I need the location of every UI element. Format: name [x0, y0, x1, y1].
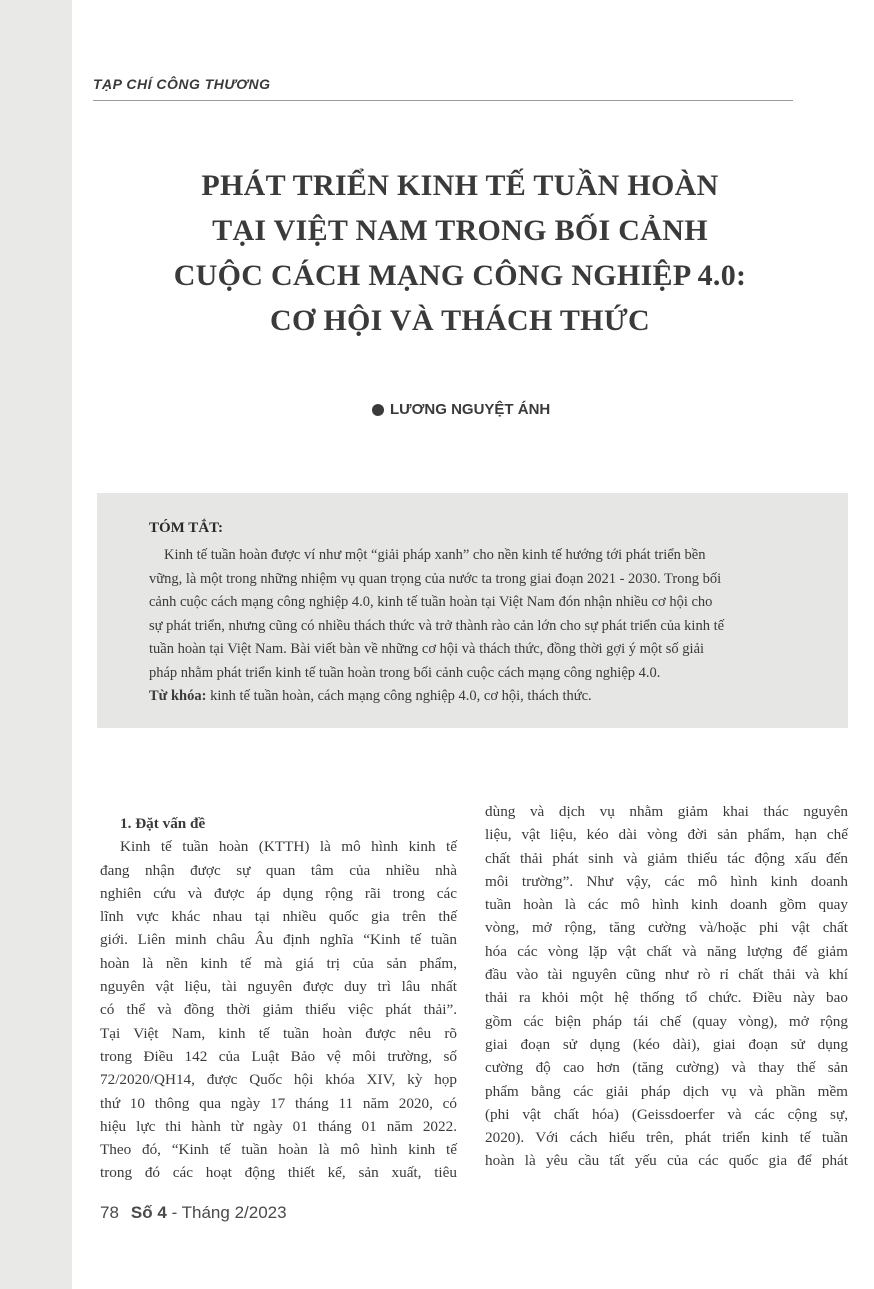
body-line: giai đoạn sử dụng (kéo dài), giai đoạn sử dụng — [485, 1035, 848, 1053]
abstract-line: sự phát triển, nhưng cũng có nhiều thách thức và trở thành rào cản lớn cho sự phát triển của kinh tế — [149, 617, 725, 634]
body-line: liệu, vật liệu, kéo dài vòng đời sản phẩm, hạn chế — [485, 826, 848, 844]
body-line: đầu vào tài nguyên cũng như rò rỉ chất thải và khí — [485, 966, 848, 984]
body-line: Tại Việt Nam, kinh tế tuần hoàn được nêu rõ — [100, 1024, 457, 1042]
title-line: CƠ HỘI VÀ THÁCH THỨC — [270, 304, 650, 337]
body-line: thứ 10 thông qua ngày 17 tháng 11 năm 2020, có — [100, 1094, 457, 1112]
body-column-right — [485, 800, 848, 1173]
body-line: có thể và đồng thời giảm thiểu việc phát thải”. — [100, 1001, 457, 1019]
body-line: hoàn là nền kinh tế mà giá trị của sản phẩm, — [100, 954, 457, 972]
page-number: 78 — [100, 1203, 119, 1222]
body-line: 2020). Với cách hiểu trên, phát triển kinh tế tuần — [485, 1129, 848, 1147]
bullet-icon — [372, 404, 384, 416]
body-line: 72/2020/QH14, được Quốc hội khóa XIV, kỳ họp — [100, 1071, 457, 1089]
author-name: LƯƠNG NGUYỆT ÁNH — [390, 401, 551, 418]
abstract-line: tuần hoàn tại Việt Nam. Bài viết bàn về những cơ hội và thách thức, đồng thời gợi ý một số giải — [149, 641, 705, 657]
keywords — [149, 685, 839, 709]
body-line: cường độ cao hơn (tăng cường) và thay thế sản — [485, 1059, 848, 1077]
body-line: hoàn là yêu cầu tất yếu của các quốc gia để phát — [485, 1152, 848, 1170]
body-line: hóa các vòng lặp vật chất và năng lượng để giảm — [485, 942, 848, 960]
body-line: nghiên cứu và được áp dụng rộng rãi trong các — [100, 884, 457, 902]
page-margin-strip — [0, 0, 72, 1289]
header-rule — [93, 100, 793, 101]
body-line: trong đó các hoạt động thiết kế, sản xuất, tiêu — [100, 1164, 457, 1182]
abstract-heading: TÓM TẮT: — [149, 520, 224, 536]
issue-number: Số 4 — [130, 1203, 167, 1222]
keywords-label: Từ khóa: — [149, 688, 207, 704]
body-line: lĩnh vực khác nhau tại nhiều quốc gia trên thế — [100, 908, 457, 926]
body-line: Theo đó, “Kinh tế tuần hoàn là mô hình kinh tế — [100, 1141, 457, 1159]
title-line: PHÁT TRIỂN KINH TẾ TUẦN HOÀN — [201, 169, 719, 202]
author-byline — [372, 401, 550, 418]
body-line: môi trường”. Như vậy, các mô hình kinh doanh — [485, 872, 848, 890]
body-line: tuần hoàn là các mô hình kinh doanh gồm quay — [485, 896, 848, 914]
body-line: phẩm bằng các giải pháp dịch vụ và phần mềm — [485, 1082, 848, 1100]
body-line: hiệu lực thi hành từ ngày 01 tháng 01 năm 2022. — [100, 1117, 457, 1135]
body-column-left — [100, 812, 457, 1185]
abstract-line: cảnh cuộc cách mạng công nghiệp 4.0, kinh tế tuần hoàn tại Việt Nam đón nhận nhiều cơ hội cho — [149, 594, 713, 610]
body-line: đang nhận được sự quan tâm của nhiều nhà — [100, 861, 457, 879]
page-footer — [100, 1203, 287, 1223]
title-line: TẠI VIỆT NAM TRONG BỐI CẢNH — [212, 214, 708, 247]
issue-date: - Tháng 2/2023 — [171, 1203, 287, 1222]
abstract-line: Kinh tế tuần hoàn được ví như một “giải pháp xanh” cho nền kinh tế hướng tới phát triển bền — [164, 547, 706, 563]
body-line: dùng và dịch vụ nhằm giảm khai thác nguyên — [485, 803, 848, 820]
article-title — [120, 163, 800, 343]
title-line: CUỘC CÁCH MẠNG CÔNG NGHIỆP 4.0: — [173, 259, 747, 292]
body-line: (phi vật chất hóa) (Geissdoerfer và các cộng sự, — [485, 1105, 848, 1123]
body-line: giới. Liên minh châu Âu định nghĩa “Kinh tế tuần — [100, 931, 457, 949]
body-line: chất thải phát sinh và giảm thiểu tác động xấu đến — [485, 849, 848, 867]
abstract-line: vững, là một trong những nhiệm vụ quan trọng của nước ta trong giai đoạn 2021 - 2030. Trong bối — [149, 570, 722, 587]
abstract-text — [149, 544, 839, 709]
body-line: nguyên vật liệu, tài nguyên được duy trì lâu nhất — [100, 978, 457, 996]
body-line: Kinh tế tuần hoàn (KTTH) là mô hình kinh tế — [120, 838, 457, 856]
keywords-text: kinh tế tuần hoàn, cách mạng công nghiệp 4.0, cơ hội, thách thức. — [206, 688, 592, 704]
journal-name: TẠP CHÍ CÔNG THƯƠNG — [93, 76, 271, 92]
body-line: vòng, mở rộng, tăng cường và/hoặc phi vật chất — [485, 919, 848, 937]
body-line: thải ra khỏi một hệ thống tổ chức. Điều này bao — [485, 989, 848, 1007]
section-heading: 1. Đặt vấn đề — [120, 815, 206, 832]
abstract-line: pháp nhằm phát triển kinh tế tuần hoàn trong bối cảnh cuộc cách mạng công nghiệp 4.0. — [149, 664, 661, 681]
body-line: trong Điều 142 của Luật Bảo vệ môi trường, số — [100, 1047, 457, 1065]
body-line: gồm các biện pháp tái chế (quay vòng), mở rộng — [485, 1012, 848, 1030]
